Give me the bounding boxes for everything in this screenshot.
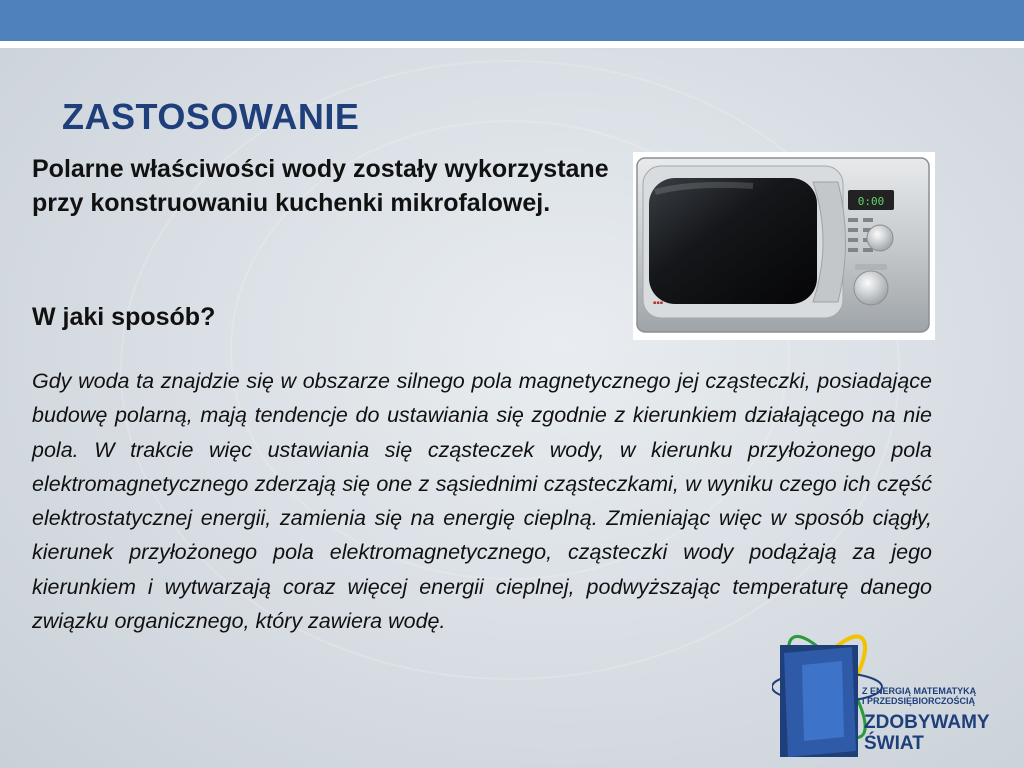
logo-wordmark: ZDOBYWAMY ŚWIAT <box>864 712 990 754</box>
top-bar <box>0 0 1024 41</box>
top-bar-divider <box>0 41 1024 48</box>
intro-text: Polarne właściwości wody zostały wykorzystane przy konstruowaniu kuchenki mikrofalowej. <box>32 155 609 217</box>
microwave-icon <box>633 152 935 340</box>
logo-tagline: Z ENERGIĄ MATEMATYKĄ I PRZEDSIĘBIORCZOŚCIĄ <box>862 686 977 706</box>
body-paragraph: Gdy woda ta znajdzie się w obszarze silnego pola magnetycznego jej cząsteczki, posiadające budowę polarną, mają tendencje do ustawiania się zgodnie z kierunkiem działającego na nie pola. W trakcie więc ustawiania się cząsteczek wody, w kierunku przyłożonego pola elektromagnetycznego zderzają się one z sąsiednimi cząsteczkami, w wyniku czego ich część elektrostatycznej energii, zamienia się na energię cieplną. Zmieniając więc w sposób ciągły, kierunek przyłożonego pola elektromagnetycznego, cząsteczki wody podążają za jego kierunkiem i wytwarzają coraz więcej energii cieplnej, podwyższając temperaturę danego związku organicznego, który zawiera wodę. <box>32 369 932 634</box>
svg-text:▪▪▪: ▪▪▪ <box>653 300 664 306</box>
svg-text:0:00: 0:00 <box>857 195 885 208</box>
question-text: W jaki sposób? <box>32 303 216 331</box>
slide-title: ZASTOSOWANIE <box>62 96 360 137</box>
microwave-image <box>633 152 935 340</box>
